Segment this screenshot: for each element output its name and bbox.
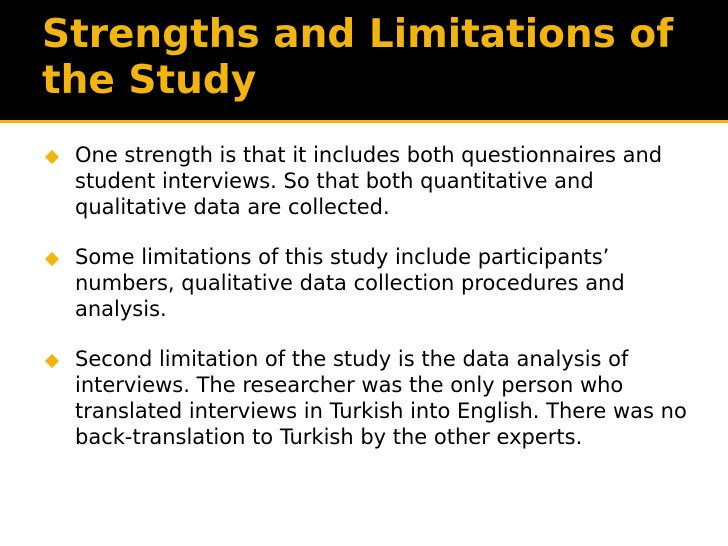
diamond-bullet-icon xyxy=(45,354,59,368)
slide-title xyxy=(42,12,712,104)
bullet-list xyxy=(44,142,694,474)
bullet-text: Second limitation of the study is the data analysis of interviews. The researcher was the only person who translated interviews in Turkish into English. There was no back-translation to Turkish by the other experts. xyxy=(75,347,687,449)
slide-title-line-1: Strengths and Limitations of xyxy=(42,12,674,57)
bullet-item xyxy=(44,244,694,322)
bullet-text: Some limitations of this study include participants’ numbers, qualitative data collection procedures and analysis. xyxy=(75,245,625,321)
diamond-bullet-icon xyxy=(45,150,59,164)
bullet-item xyxy=(44,142,694,220)
diamond-bullet-icon xyxy=(45,252,59,266)
slide-title-line-2: the Study xyxy=(42,58,257,103)
title-rule xyxy=(0,120,728,123)
bullet-item xyxy=(44,346,694,450)
bullet-text: One strength is that it includes both questionnaires and student interviews. So that both quantitative and qualitative data are collected. xyxy=(75,143,663,219)
